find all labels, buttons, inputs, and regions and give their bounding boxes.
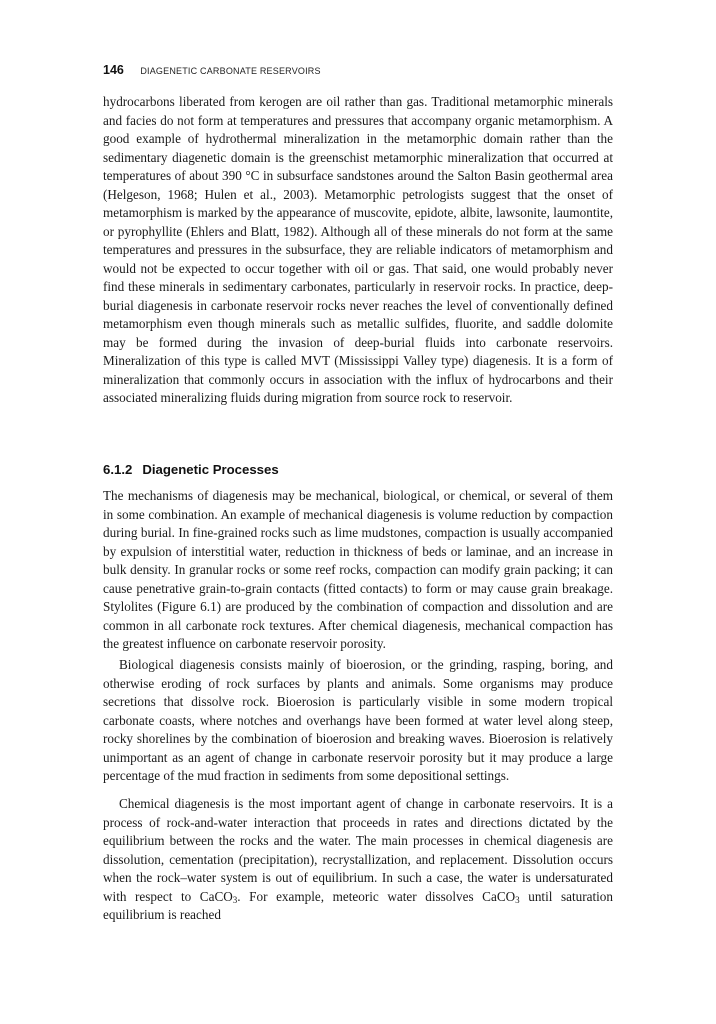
running-title: DIAGENETIC CARBONATE RESERVOIRS bbox=[140, 66, 321, 76]
paragraph-4 bbox=[103, 795, 613, 925]
page-number: 146 bbox=[103, 63, 124, 77]
subscript-3-a: 3 bbox=[232, 894, 238, 905]
subscript-3-b: 3 bbox=[515, 894, 520, 905]
paragraph-3: Biological diagenesis consists mainly of bioerosion, or the grinding, rasping, boring, and otherwise eroding of rock surfaces by plants and animals. Some organisms may produce secretions that dissolve rock. Bioerosion is particularly visible in some modern tropical carbonate coasts, where notches and overhangs have been formed at water level along steep, rocky shorelines by the combination of bioerosion and breaking waves. Bioerosion is relatively unimportant as an agent of change in carbonate reservoir porosity but it may produce a large percentage of the mud fraction in sediments from some depositional settings. bbox=[103, 657, 613, 783]
paragraph-2: The mechanisms of diagenesis may be mechanical, biological, or chemical, or several of them in some combination. An example of mechanical diagenesis is volume reduction by compaction during burial. In fine-grained rocks such as lime mudstones, compaction is usually accompanied by expulsion of interstitial water, reduction in thickness of beds or laminae, and an increase in bulk density. In granular rocks or some reef rocks, compaction can modify grain packing; it can cause penetrative grain-to-grain contacts (fitted contacts) to form or may cause grain breakage. Stylolites (Figure 6.1) are produced by the combination of compaction and dissolution and are common in all carbonate rock textures. After chemical diagenesis, mechanical compaction has the greatest influence on carbonate reservoir porosity. bbox=[103, 488, 613, 651]
paragraph-1: hydrocarbons liberated from kerogen are oil rather than gas. Traditional metamorphic minerals and facies do not form at temperatures and pressures that accompany organic metamorphism. A good example of hydrothermal mineralization in the metamorphic domain rather than the sedimentary diagenetic domain is the greenschist metamorphic mineralization that occurred at temperatures of about 390 °C in subsurface sandstones around the Salton Basin geothermal area (Helgeson, 1968; Hulen et al., 2003). Metamorphic petrologists suggest that the onset of metamorphism is marked by the appearance of muscovite, epidote, albite, lawsonite, laumontite, or pyrophyllite (Ehlers and Blatt, 1982). Although all of these minerals do not form at the same temperatures and pressures in the subsurface, they are reliable indicators of metamorphism and would not be expected to occur together with oil or gas. That said, one would probably never find these minerals in sedimentary carbonates, particularly in reservoir rocks. In practice, deep-burial diagenesis in carbonate reservoir rocks never reaches the level of conventionally defined metamorphism even though minerals such as metallic sulfides, fluorite, and saddle dolomite may be formed during the invasion of deep-burial fluids into carbonate reservoirs. Mineralization of this type is called MVT (Mississippi Valley type) diagenesis. It is a form of mineralization that commonly occurs in association with the influx of hydrocarbons and their associated mineralizing fluids during migration from source rock to reservoir. bbox=[103, 94, 613, 405]
section-heading bbox=[103, 461, 613, 479]
paragraph-4-text-c: until saturation equilibrium is reached bbox=[103, 888, 613, 922]
running-head bbox=[103, 61, 613, 77]
section-title: Diagenetic Processes bbox=[142, 462, 279, 477]
paragraph-4-text-b: . For example, meteoric water dissolves CaCO bbox=[237, 888, 516, 904]
section-number: 6.1.2 bbox=[103, 462, 133, 477]
paragraph-4-text-a: Chemical diagenesis is the most important agent of change in carbonate reservoirs. It is a process of rock-and-water interaction that proceeds in rates and directions dictated by the equilibrium between the rocks and the water. The main processes in chemical diagenesis are dissolution, cementation (precipitation), recrystallization, and replacement. Dissolution occurs when the rock–water system is out of equilibrium. In such a case, the water is undersaturated with respect to CaCO bbox=[103, 796, 613, 904]
